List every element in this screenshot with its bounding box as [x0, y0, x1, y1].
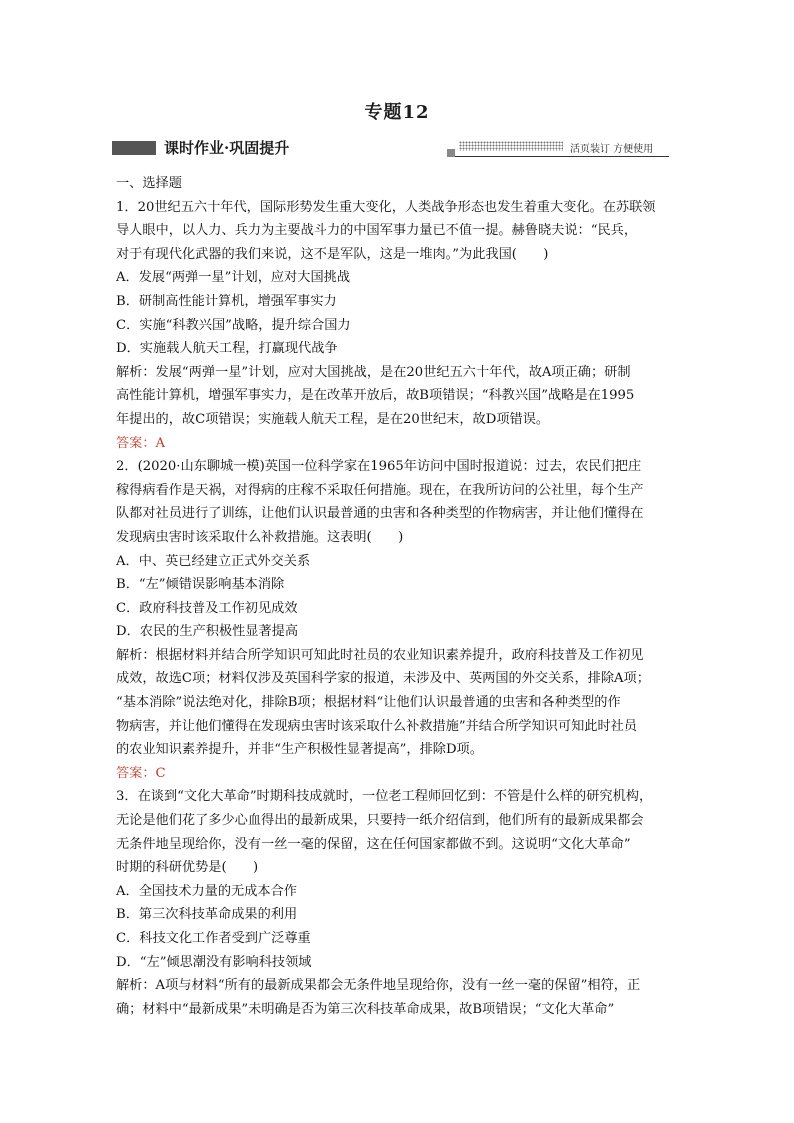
banner-block-decoration — [112, 141, 156, 155]
text-line: 2．(2020·山东聊城一模)英国一位科学家在1965年访问中国时报道说：过去，农民们把庄 — [116, 459, 642, 475]
text-line: D．“左”倾思潮没有影响科技领域 — [116, 954, 312, 970]
text-line: C．科技文化工作者受到广泛尊重 — [116, 931, 311, 946]
section-banner — [112, 137, 669, 159]
banner-rule — [455, 156, 669, 157]
text-line: 导人眼中，以人力、兵力为主要战斗力的中国军事力量已不值一提。赫鲁晓夫说：“民兵， — [116, 223, 638, 239]
text-line: B．“左”倾错误影响基本消除 — [116, 577, 285, 593]
text-line: 解析：根据材料并结合所学知识可知此时社员的农业知识素养提升，政府科技普及工作初见 — [116, 647, 644, 663]
text-line: 确；材料中“最新成果”未明确是否为第三次科技革命成果，故B项错误；“文化大革命” — [116, 1001, 615, 1017]
text-line: C．实施“科教兴国”战略，提升综合国力 — [116, 317, 351, 333]
page-title: 专题12 — [364, 102, 430, 123]
text-line: 时期的科研优势是( ) — [116, 860, 259, 876]
text-line: 解析：A项与材料“所有的最新成果都会无条件地呈现给你，没有一丝一毫的保留”相符，正 — [116, 978, 641, 994]
text-line: A．发展“两弹一星”计划，应对大国挑战 — [116, 270, 351, 286]
text-line: “基本消除”说法绝对化，排除B项；根据材料“让他们认识最普通的虫害和各种类型的作 — [116, 695, 621, 711]
text-line: 物病害，并让他们懂得在发现病虫害时该采取什么补救措施”并结合所学知识可知此时社员 — [116, 718, 638, 734]
text-line: B．研制高性能计算机，增强军事实力 — [116, 293, 337, 309]
text-line: A．中、英已经建立正式外交关系 — [116, 553, 311, 569]
text-line: B．第三次科技革命成果的利用 — [116, 907, 298, 923]
text-line: 一、选择题 — [116, 176, 182, 191]
text-line: 无条件地呈现给你，没有一丝一毫的保留，这在任何国家都做不到。这说明“文化大革命” — [116, 836, 631, 852]
text-line: 的农业知识素养提升，并非“生产积极性显著提高”，排除D项。 — [116, 742, 483, 758]
answer-line: 答案：A — [116, 435, 166, 451]
text-line: 对于有现代化武器的我们来说，这不是军队，这是一堆肉。”为此我国( ) — [116, 246, 549, 262]
text-line: 年提出的，故C项错误；实施载人航天工程，是在20世纪末，故D项错误。 — [116, 411, 550, 427]
text-line: 无论是他们花了多少心血得出的最新成果，只要持一纸介绍信到，他们所有的最新成果都会 — [116, 813, 644, 829]
text-line: 高性能计算机，增强军事实力，是在改革开放后，故B项错误；“科教兴国”战略是在1995 — [116, 388, 635, 404]
answer-line: 答案：C — [116, 765, 166, 781]
text-line: 3．在谈到“文化大革命”时期科技成就时，一位老工程师回忆到：不管是什么样的研究机构， — [116, 789, 653, 805]
text-line: C．政府科技普及工作初见成效 — [116, 600, 298, 616]
text-line: 队都对社员进行了训练，让他们认识最普通的虫害和各种类型的作物病害，并让他们懂得在 — [116, 506, 644, 522]
banner-note: 活页装订 方便使用 — [570, 144, 654, 155]
document-body — [116, 172, 682, 1021]
banner-square-decoration — [447, 149, 455, 157]
text-line: A．全国技术力量的无成本合作 — [116, 883, 297, 899]
text-line: 成效，故选C项；材料仅涉及英国科学家的报道，未涉及中、英两国的外交关系，排除A项； — [116, 671, 650, 687]
text-line: 解析：发展“两弹一星”计划，应对大国挑战，是在20世纪五六十年代，故A项正确；研制 — [116, 364, 631, 380]
text-line: 稼得病看作是天祸，对得病的庄稼不采取任何措施。现在，在我所访问的公社里，每个生产 — [116, 482, 644, 498]
text-line: 发现病虫害时该采取什么补救措施。这表明( ) — [116, 529, 404, 545]
banner-label: 课时作业·巩固提升 — [164, 139, 290, 157]
text-line: D．实施载人航天工程，打赢现代战争 — [116, 341, 338, 357]
banner-dots-decoration — [459, 141, 563, 151]
text-line: D．农民的生产积极性显著提高 — [116, 624, 299, 640]
text-line: 1．20世纪五六十年代，国际形势发生重大变化，人类战争形态也发生着重大变化。在苏联领 — [116, 199, 656, 215]
